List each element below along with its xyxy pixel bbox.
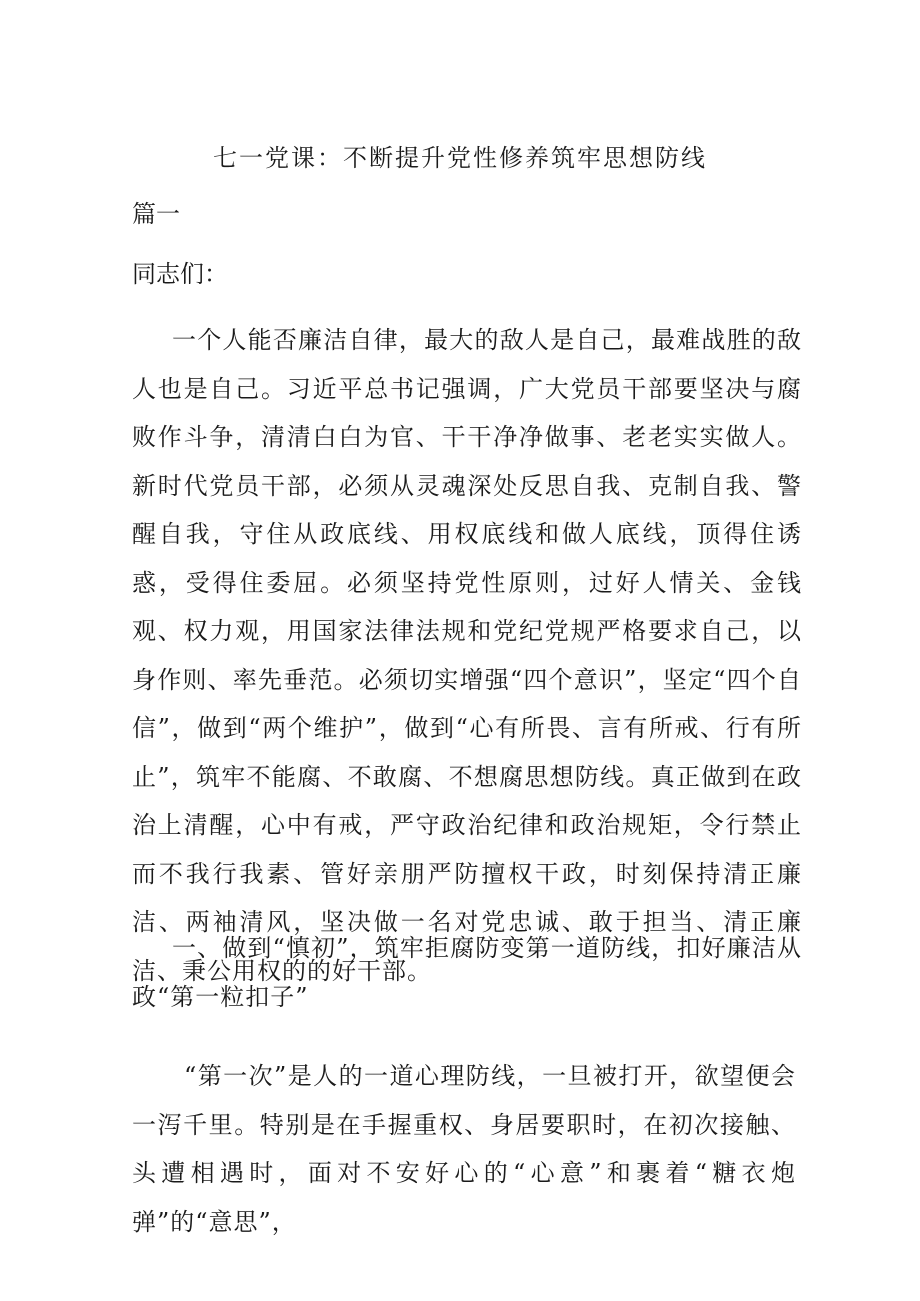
paragraph-intro: 一个人能否廉洁自律，最大的敌人是自己，最难战胜的敌人也是自己。习近平总书记强调，广大党员干部要坚决与腐败作斗争，清清白白为官、干干净净做事、老老实实做人。新时代党员干部，必须从灵魂深处反思自我、克制自我、警醒自我，守住从政底线、用权底线和做人底线，顶得住诱惑，受得住委屈。必须坚持党性原则，过好人情关、金钱观、权力观，用国家法律法规和党纪党规严格要求自己，以身作则、率先垂范。必须切实增强“四个意识”，坚定“四个自信”，做到“两个维护”，做到“心有所畏、言有所戒、行有所止”，筑牢不能腐、不敢腐、不想腐思想防线。真正做到在政治上清醒，心中有戒，严守政治纪律和政治规矩，令行禁止而不我行我素、管好亲朋严防擅权干政，时刻保持清正廉洁、两袖清风，坚决做一名对党忠诚、敢于担当、清正廉洁、秉公用权的的好干部。 <box>132 326 802 985</box>
section-heading-1: 一、做到“慎初”，筑牢拒腐防变第一道防线，扣好廉洁从政“第一粒扣子” <box>132 934 802 1011</box>
greeting: 同志们： <box>132 260 228 288</box>
document-title: 七一党课：不断提升党性修养筑牢思想防线 <box>213 144 707 172</box>
paragraph-section-1: “第一次”是人的一道心理防线，一旦被打开，欲望便会一泻千里。特别是在手握重权、身居要职时，在初次接触、头遭相遇时，面对不安好心的“心意”和裹着“糖衣炮弹”的“意思”， <box>132 1062 796 1236</box>
section-label: 篇一 <box>132 200 180 228</box>
